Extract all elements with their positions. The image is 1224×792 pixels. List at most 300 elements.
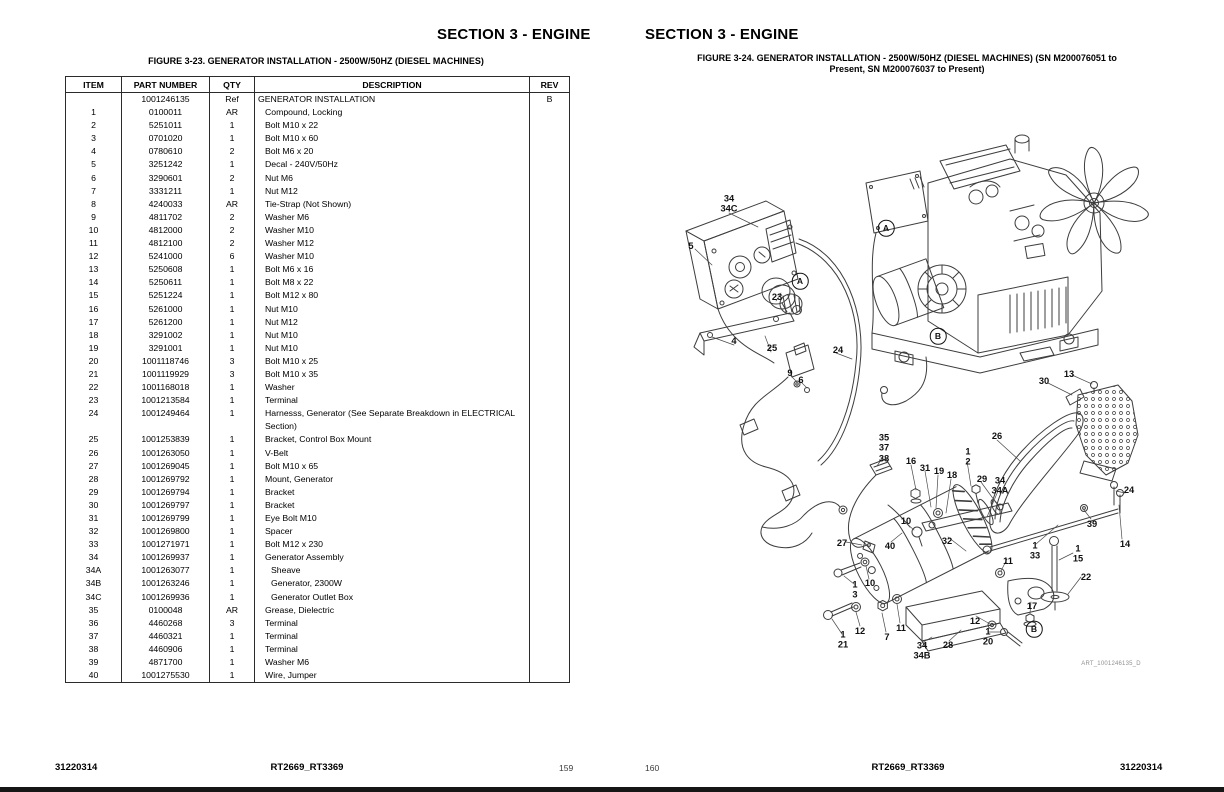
cell-rev bbox=[530, 355, 570, 368]
cell-qty: 1 bbox=[210, 564, 255, 577]
table-row bbox=[66, 355, 570, 368]
cell-rev bbox=[530, 656, 570, 669]
cell-description: GENERATOR INSTALLATION bbox=[255, 93, 530, 107]
cell-item: 12 bbox=[66, 250, 122, 263]
cell-part-number: 4460268 bbox=[122, 617, 210, 630]
cell-item: 13 bbox=[66, 263, 122, 276]
cell-qty: 1 bbox=[210, 473, 255, 486]
cell-item: 33 bbox=[66, 538, 122, 551]
cell-rev bbox=[530, 211, 570, 224]
cell-part-number: 1001263246 bbox=[122, 577, 210, 590]
cell-rev bbox=[530, 577, 570, 590]
cell-rev bbox=[530, 473, 570, 486]
cell-description: Terminal bbox=[255, 643, 530, 656]
cell-item: 36 bbox=[66, 617, 122, 630]
cell-qty: 1 bbox=[210, 289, 255, 302]
table-row bbox=[66, 263, 570, 276]
right-figure-title-line1: FIGURE 3-24. GENERATOR INSTALLATION - 2500W/50HZ (DIESEL MACHINES) (SN M200076051 to bbox=[697, 53, 1117, 63]
table-row bbox=[66, 368, 570, 381]
cell-item: 3 bbox=[66, 132, 122, 145]
cell-description: Eye Bolt M10 bbox=[255, 512, 530, 525]
cell-description: Generator, 2300W bbox=[255, 577, 530, 590]
cell-rev bbox=[530, 329, 570, 342]
cell-description: Terminal bbox=[255, 617, 530, 630]
cell-description: Generator Assembly bbox=[255, 551, 530, 564]
right-footer-doc-number: 31220314 bbox=[1120, 762, 1163, 773]
bottom-bar bbox=[0, 787, 1224, 792]
cell-qty: 6 bbox=[210, 250, 255, 263]
cell-description: Nut M12 bbox=[255, 316, 530, 329]
cell-item: 14 bbox=[66, 276, 122, 289]
cell-item: 34 bbox=[66, 551, 122, 564]
cell-part-number: 1001269794 bbox=[122, 486, 210, 499]
cell-part-number: 1001253839 bbox=[122, 433, 210, 446]
cell-item: 34B bbox=[66, 577, 122, 590]
cell-rev bbox=[530, 643, 570, 656]
cell-item: 8 bbox=[66, 198, 122, 211]
cell-part-number: 1001269937 bbox=[122, 551, 210, 564]
cell-item: 25 bbox=[66, 433, 122, 446]
cell-item: 16 bbox=[66, 303, 122, 316]
callout-10: 10 bbox=[864, 577, 876, 588]
cell-item: 34A bbox=[66, 564, 122, 577]
cell-description: Nut M6 bbox=[255, 172, 530, 185]
cell-part-number: 4871700 bbox=[122, 656, 210, 669]
table-row bbox=[66, 145, 570, 158]
cell-qty: 2 bbox=[210, 211, 255, 224]
cell-description: Bolt M10 x 22 bbox=[255, 119, 530, 132]
table-row bbox=[66, 93, 570, 107]
cell-qty: 1 bbox=[210, 669, 255, 683]
cell-qty: 1 bbox=[210, 433, 255, 446]
cell-item: 17 bbox=[66, 316, 122, 329]
callout-34-34B: 34 34B bbox=[913, 640, 931, 661]
cell-part-number: 4812000 bbox=[122, 224, 210, 237]
callout-22: 22 bbox=[1080, 571, 1092, 582]
cell-item: 29 bbox=[66, 486, 122, 499]
cell-item: 24 bbox=[66, 407, 122, 433]
cell-description: Washer bbox=[255, 381, 530, 394]
cell-item: 39 bbox=[66, 656, 122, 669]
cell-part-number: 1001275530 bbox=[122, 669, 210, 683]
callout-19: 19 bbox=[933, 465, 945, 476]
cell-part-number: 3290601 bbox=[122, 172, 210, 185]
cell-part-number: 1001263077 bbox=[122, 564, 210, 577]
cell-qty: 2 bbox=[210, 224, 255, 237]
cell-description: V-Belt bbox=[255, 447, 530, 460]
cell-item bbox=[66, 93, 122, 107]
cell-description: Washer M6 bbox=[255, 656, 530, 669]
cell-description: Bolt M10 x 60 bbox=[255, 132, 530, 145]
cell-description: Bolt M12 x 230 bbox=[255, 538, 530, 551]
cell-part-number: 5251011 bbox=[122, 119, 210, 132]
callout-35-37-38: 35 37 38 bbox=[878, 432, 890, 464]
callout-40: 40 bbox=[884, 540, 896, 551]
cell-description: Terminal bbox=[255, 630, 530, 643]
callout-18: 18 bbox=[946, 469, 958, 480]
cell-part-number: 5261200 bbox=[122, 316, 210, 329]
callout-10: 10 bbox=[900, 515, 912, 526]
table-row bbox=[66, 604, 570, 617]
table-row bbox=[66, 617, 570, 630]
cell-item: 31 bbox=[66, 512, 122, 525]
cell-rev bbox=[530, 407, 570, 433]
cell-description: Bracket bbox=[255, 486, 530, 499]
cell-rev bbox=[530, 499, 570, 512]
cell-rev bbox=[530, 617, 570, 630]
table-row bbox=[66, 224, 570, 237]
cell-description: Mount, Generator bbox=[255, 473, 530, 486]
cell-part-number: 3251242 bbox=[122, 158, 210, 171]
cell-item: 9 bbox=[66, 211, 122, 224]
view-label-B: B bbox=[1026, 621, 1043, 638]
cell-rev bbox=[530, 564, 570, 577]
cell-rev bbox=[530, 172, 570, 185]
table-row bbox=[66, 577, 570, 590]
cell-description: Bolt M12 x 80 bbox=[255, 289, 530, 302]
table-row bbox=[66, 119, 570, 132]
cell-description: Nut M10 bbox=[255, 342, 530, 355]
cell-part-number: 1001269799 bbox=[122, 512, 210, 525]
left-section-header: SECTION 3 - ENGINE bbox=[437, 26, 591, 43]
table-row bbox=[66, 407, 570, 433]
callout-12: 12 bbox=[854, 625, 866, 636]
cell-rev bbox=[530, 669, 570, 683]
cell-part-number: 1001269936 bbox=[122, 591, 210, 604]
cell-part-number: 1001269045 bbox=[122, 460, 210, 473]
left-footer-model: RT2669_RT3369 bbox=[270, 762, 344, 773]
table-row bbox=[66, 342, 570, 355]
table-row bbox=[66, 198, 570, 211]
cell-description: Spacer bbox=[255, 525, 530, 538]
table-row bbox=[66, 381, 570, 394]
cell-part-number: 3331211 bbox=[122, 185, 210, 198]
table-row bbox=[66, 250, 570, 263]
cell-description: Washer M6 bbox=[255, 211, 530, 224]
cell-description: Bolt M10 x 35 bbox=[255, 368, 530, 381]
cell-qty: 3 bbox=[210, 368, 255, 381]
cell-item: 5 bbox=[66, 158, 122, 171]
cell-description: Tie-Strap (Not Shown) bbox=[255, 198, 530, 211]
cell-description: Compound, Locking bbox=[255, 106, 530, 119]
cell-rev bbox=[530, 525, 570, 538]
cell-rev bbox=[530, 237, 570, 250]
table-row bbox=[66, 564, 570, 577]
cell-item: 1 bbox=[66, 106, 122, 119]
cell-description: Washer M10 bbox=[255, 224, 530, 237]
cell-item: 26 bbox=[66, 447, 122, 460]
cell-qty: 1 bbox=[210, 316, 255, 329]
table-row bbox=[66, 329, 570, 342]
cell-part-number: 0780610 bbox=[122, 145, 210, 158]
column-header-part-number: PART NUMBER bbox=[122, 77, 210, 93]
cell-qty: AR bbox=[210, 604, 255, 617]
left-figure-title: FIGURE 3-23. GENERATOR INSTALLATION - 2500W/50HZ (DIESEL MACHINES) bbox=[148, 56, 484, 66]
cell-qty: 3 bbox=[210, 355, 255, 368]
callout-1-15: 1 15 bbox=[1072, 543, 1084, 564]
cell-item: 7 bbox=[66, 185, 122, 198]
cell-part-number: 1001249464 bbox=[122, 407, 210, 433]
cell-part-number: 5251224 bbox=[122, 289, 210, 302]
column-header-qty: QTY bbox=[210, 77, 255, 93]
view-label-A: A bbox=[878, 220, 895, 237]
callout-24: 24 bbox=[1123, 484, 1135, 495]
table-row bbox=[66, 525, 570, 538]
cell-qty: 1 bbox=[210, 119, 255, 132]
cell-description: Decal - 240V/50Hz bbox=[255, 158, 530, 171]
callout-1-33: 1 33 bbox=[1029, 540, 1041, 561]
cell-part-number: 5261000 bbox=[122, 303, 210, 316]
cell-qty: 2 bbox=[210, 237, 255, 250]
cell-qty: 1 bbox=[210, 525, 255, 538]
exploded-diagram-art bbox=[670, 95, 1182, 690]
cell-qty: 1 bbox=[210, 407, 255, 433]
cell-rev bbox=[530, 289, 570, 302]
cell-qty: 2 bbox=[210, 172, 255, 185]
cell-item: 19 bbox=[66, 342, 122, 355]
cell-rev bbox=[530, 538, 570, 551]
cell-description: Bolt M6 x 20 bbox=[255, 145, 530, 158]
cell-part-number: 0100011 bbox=[122, 106, 210, 119]
cell-rev bbox=[530, 512, 570, 525]
cell-qty: 1 bbox=[210, 276, 255, 289]
cell-qty: 3 bbox=[210, 617, 255, 630]
callout-27: 27 bbox=[836, 537, 848, 548]
table-row bbox=[66, 551, 570, 564]
cell-item: 22 bbox=[66, 381, 122, 394]
table-row bbox=[66, 132, 570, 145]
cell-description: Bracket bbox=[255, 499, 530, 512]
cell-item: 10 bbox=[66, 224, 122, 237]
table-row bbox=[66, 303, 570, 316]
cell-qty: AR bbox=[210, 198, 255, 211]
cell-item: 23 bbox=[66, 394, 122, 407]
callout-26: 26 bbox=[991, 430, 1003, 441]
cell-rev bbox=[530, 460, 570, 473]
cell-description: Grease, Dielectric bbox=[255, 604, 530, 617]
cell-item: 27 bbox=[66, 460, 122, 473]
callout-25: 25 bbox=[766, 342, 778, 353]
cell-rev bbox=[530, 381, 570, 394]
cell-description: Washer M10 bbox=[255, 250, 530, 263]
table-row bbox=[66, 656, 570, 669]
cell-description: Washer M12 bbox=[255, 237, 530, 250]
callout-16: 16 bbox=[905, 455, 917, 466]
callout-12: 12 bbox=[969, 615, 981, 626]
column-header-rev: REV bbox=[530, 77, 570, 93]
callout-23: 23 bbox=[771, 291, 783, 302]
cell-part-number: 1001269797 bbox=[122, 499, 210, 512]
callout-24: 24 bbox=[832, 344, 844, 355]
table-row bbox=[66, 316, 570, 329]
cell-description: Bolt M10 x 65 bbox=[255, 460, 530, 473]
left-footer-doc-number: 31220314 bbox=[55, 762, 98, 773]
cell-description: Nut M10 bbox=[255, 329, 530, 342]
cell-qty: 1 bbox=[210, 263, 255, 276]
cell-item: 11 bbox=[66, 237, 122, 250]
cell-rev bbox=[530, 106, 570, 119]
cell-part-number: 1001119929 bbox=[122, 368, 210, 381]
cell-rev bbox=[530, 630, 570, 643]
cell-rev bbox=[530, 342, 570, 355]
cell-rev bbox=[530, 447, 570, 460]
callout-9: 9 bbox=[787, 367, 793, 378]
cell-item: 15 bbox=[66, 289, 122, 302]
cell-qty: 1 bbox=[210, 486, 255, 499]
callout-1-3: 1 3 bbox=[852, 579, 858, 600]
parts-table-body bbox=[66, 93, 570, 683]
cell-item: 28 bbox=[66, 473, 122, 486]
cell-part-number: 4812100 bbox=[122, 237, 210, 250]
cell-item: 18 bbox=[66, 329, 122, 342]
cell-part-number: 5250611 bbox=[122, 276, 210, 289]
cell-description: Bracket, Control Box Mount bbox=[255, 433, 530, 446]
table-row bbox=[66, 172, 570, 185]
cell-qty: 1 bbox=[210, 329, 255, 342]
table-row bbox=[66, 512, 570, 525]
cell-qty: 1 bbox=[210, 447, 255, 460]
cell-rev bbox=[530, 591, 570, 604]
cell-qty: 1 bbox=[210, 512, 255, 525]
table-row bbox=[66, 211, 570, 224]
cell-part-number: 3291001 bbox=[122, 342, 210, 355]
callout-1-2: 1 2 bbox=[965, 446, 971, 467]
cell-item: 20 bbox=[66, 355, 122, 368]
column-header-item: ITEM bbox=[66, 77, 122, 93]
cell-rev bbox=[530, 551, 570, 564]
cell-qty: Ref bbox=[210, 93, 255, 107]
right-figure-title bbox=[612, 53, 1202, 75]
callout-39: 39 bbox=[1086, 518, 1098, 529]
cell-part-number: 1001269800 bbox=[122, 525, 210, 538]
table-row bbox=[66, 630, 570, 643]
cell-qty: 1 bbox=[210, 577, 255, 590]
cell-rev bbox=[530, 604, 570, 617]
cell-rev: B bbox=[530, 93, 570, 107]
cell-qty: 1 bbox=[210, 394, 255, 407]
cell-part-number: 4811702 bbox=[122, 211, 210, 224]
cell-qty: AR bbox=[210, 106, 255, 119]
callout-13: 13 bbox=[1063, 368, 1075, 379]
callout-34-34C: 34 34C bbox=[720, 193, 738, 214]
cell-part-number: 4240033 bbox=[122, 198, 210, 211]
table-row bbox=[66, 394, 570, 407]
right-footer-page-number: 160 bbox=[645, 763, 660, 773]
cell-description: Nut M10 bbox=[255, 303, 530, 316]
cell-item: 37 bbox=[66, 630, 122, 643]
art-reference-label: ART_1001246135_D bbox=[1081, 661, 1141, 667]
cell-part-number: 3291002 bbox=[122, 329, 210, 342]
cell-rev bbox=[530, 158, 570, 171]
cell-description: Terminal bbox=[255, 394, 530, 407]
cell-part-number: 1001246135 bbox=[122, 93, 210, 107]
cell-item: 4 bbox=[66, 145, 122, 158]
cell-item: 38 bbox=[66, 643, 122, 656]
cell-rev bbox=[530, 263, 570, 276]
cell-description: Nut M12 bbox=[255, 185, 530, 198]
callout-29: 29 bbox=[976, 473, 988, 484]
cell-part-number: 1001263050 bbox=[122, 447, 210, 460]
right-section-header: SECTION 3 - ENGINE bbox=[645, 26, 799, 43]
view-label-B: B bbox=[930, 328, 947, 345]
column-header-description: DESCRIPTION bbox=[255, 77, 530, 93]
cell-rev bbox=[530, 303, 570, 316]
cell-item: 34C bbox=[66, 591, 122, 604]
exploded-diagram bbox=[670, 95, 1182, 690]
table-row bbox=[66, 460, 570, 473]
cell-part-number: 1001168018 bbox=[122, 381, 210, 394]
table-row bbox=[66, 237, 570, 250]
cell-qty: 1 bbox=[210, 499, 255, 512]
callout-5: 5 bbox=[688, 240, 694, 251]
cell-qty: 1 bbox=[210, 591, 255, 604]
cell-rev bbox=[530, 132, 570, 145]
cell-qty: 1 bbox=[210, 643, 255, 656]
cell-description: Wire, Jumper bbox=[255, 669, 530, 683]
cell-rev bbox=[530, 250, 570, 263]
cell-part-number: 5241000 bbox=[122, 250, 210, 263]
table-row bbox=[66, 643, 570, 656]
right-figure-title-line2: Present, SN M200076037 to Present) bbox=[829, 64, 985, 74]
view-label-A: A bbox=[792, 273, 809, 290]
cell-description: Harnesss, Generator (See Separate Breakdown in ELECTRICAL Section) bbox=[255, 407, 530, 433]
right-page bbox=[612, 0, 1224, 792]
right-footer-model: RT2669_RT3369 bbox=[871, 762, 945, 773]
callout-1-21: 1 21 bbox=[837, 629, 849, 650]
table-row bbox=[66, 276, 570, 289]
cell-item: 40 bbox=[66, 669, 122, 683]
table-row bbox=[66, 538, 570, 551]
cell-description: Bolt M8 x 22 bbox=[255, 276, 530, 289]
table-row bbox=[66, 158, 570, 171]
callout-31: 31 bbox=[919, 462, 931, 473]
cell-qty: 1 bbox=[210, 630, 255, 643]
callout-7: 7 bbox=[884, 631, 890, 642]
table-row bbox=[66, 289, 570, 302]
cell-qty: 1 bbox=[210, 551, 255, 564]
cell-rev bbox=[530, 368, 570, 381]
cell-qty: 1 bbox=[210, 158, 255, 171]
cell-rev bbox=[530, 119, 570, 132]
callout-11: 11 bbox=[1003, 555, 1013, 566]
cell-qty: 1 bbox=[210, 460, 255, 473]
table-row bbox=[66, 433, 570, 446]
cell-item: 6 bbox=[66, 172, 122, 185]
cell-part-number: 1001269792 bbox=[122, 473, 210, 486]
cell-qty: 1 bbox=[210, 656, 255, 669]
callout-28: 28 bbox=[942, 639, 954, 650]
callout-4: 4 bbox=[731, 335, 737, 346]
cell-qty: 2 bbox=[210, 145, 255, 158]
callout-30: 30 bbox=[1038, 375, 1050, 386]
cell-description: Sheave bbox=[255, 564, 530, 577]
callout-14: 14 bbox=[1119, 538, 1131, 549]
table-row bbox=[66, 447, 570, 460]
cell-part-number: 4460906 bbox=[122, 643, 210, 656]
cell-part-number: 1001271971 bbox=[122, 538, 210, 551]
cell-rev bbox=[530, 198, 570, 211]
cell-qty: 1 bbox=[210, 185, 255, 198]
cell-qty: 1 bbox=[210, 381, 255, 394]
table-row bbox=[66, 473, 570, 486]
cell-rev bbox=[530, 394, 570, 407]
cell-rev bbox=[530, 276, 570, 289]
table-row bbox=[66, 185, 570, 198]
left-footer-page-number: 159 bbox=[559, 763, 574, 773]
cell-part-number: 4460321 bbox=[122, 630, 210, 643]
cell-qty: 1 bbox=[210, 303, 255, 316]
table-row bbox=[66, 106, 570, 119]
